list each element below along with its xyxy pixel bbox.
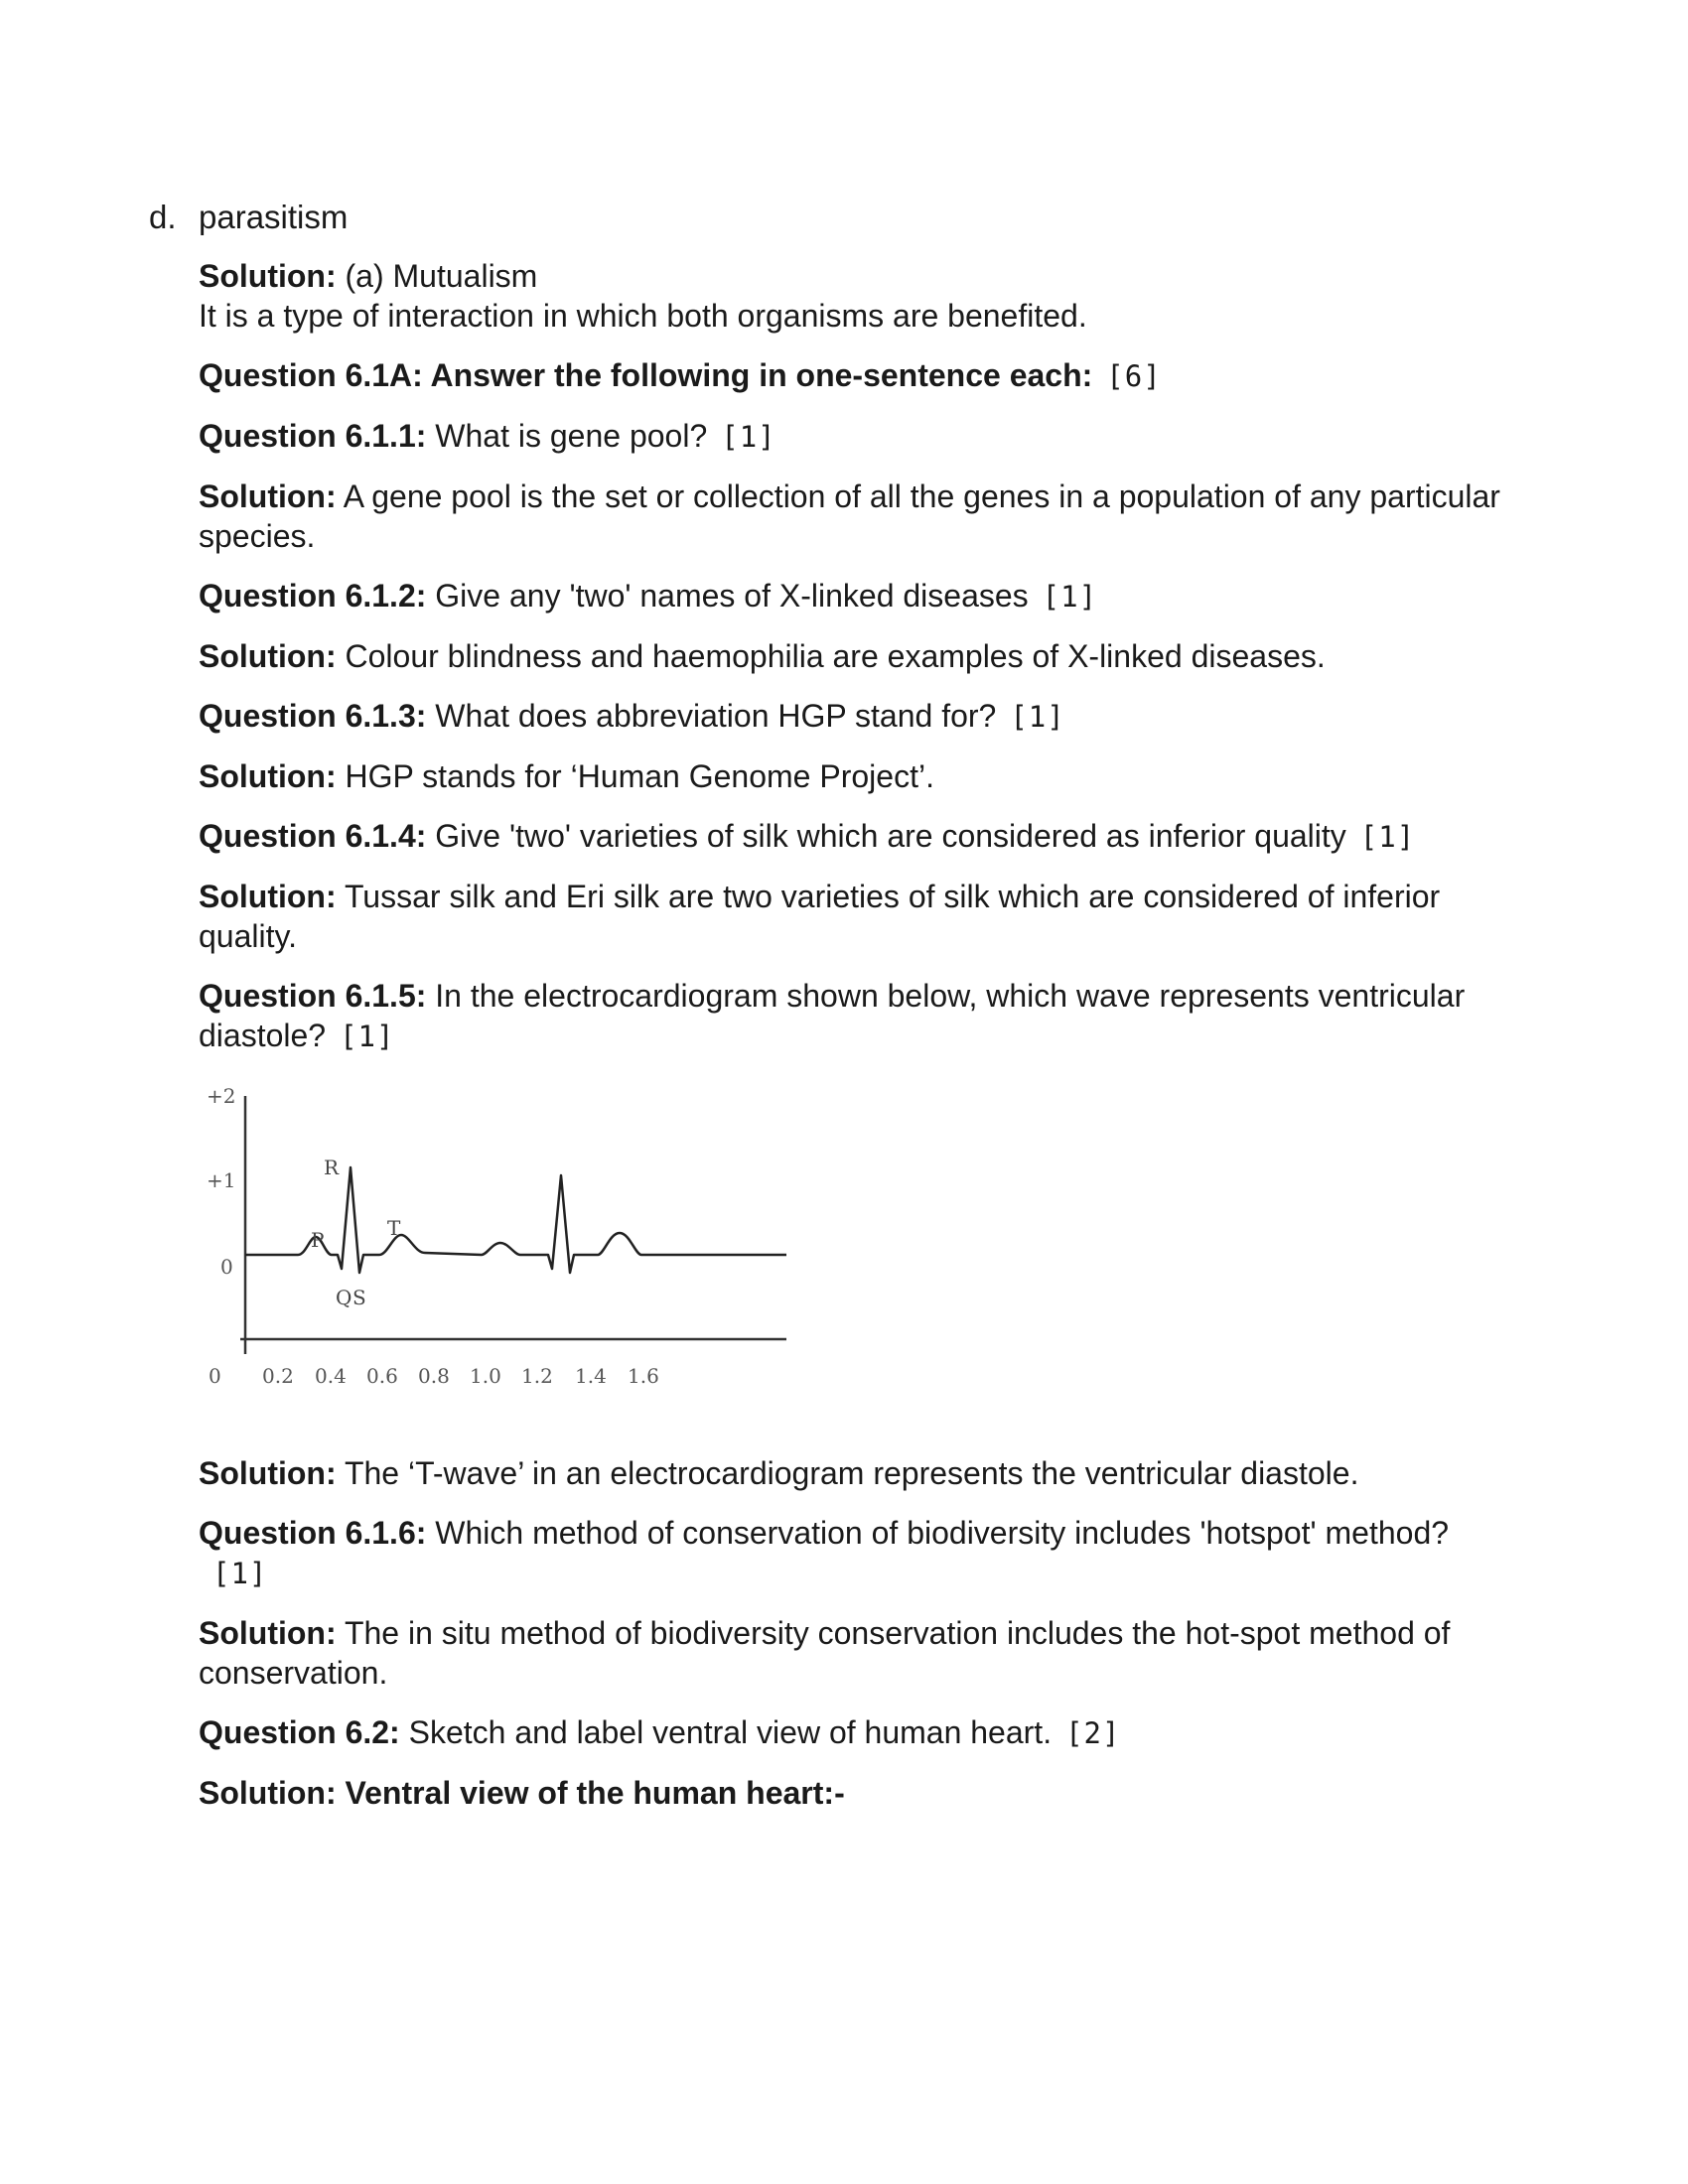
question-text: Give any 'two' names of X-linked diseases [435, 578, 1029, 614]
question-label: Question 6.1.5: [199, 978, 427, 1014]
solution-text: The in situ method of biodiversity conservation includes the hot-spot method of conservation. [199, 1615, 1451, 1691]
question-text: Sketch and label ventral view of human heart. [408, 1714, 1053, 1750]
question-label: Question 6.1.3: [199, 698, 427, 734]
ecg-y-tick: +1 [207, 1168, 236, 1192]
ecg-label-t: T [387, 1216, 401, 1240]
question-6-1-1 [199, 416, 1509, 457]
solution-label: Solution: [199, 879, 337, 914]
question-label: Question 6.2: [199, 1714, 400, 1750]
ecg-x-tick: 0.8 [418, 1364, 450, 1388]
ecg-x-tick: 1.2 [521, 1364, 553, 1388]
marks-badge: [1] [340, 1020, 395, 1053]
ecg-figure [199, 1076, 794, 1424]
question-text: Which method of conservation of biodiversity includes 'hotspot' method? [435, 1515, 1450, 1551]
ecg-label-s: S [352, 1286, 366, 1309]
solution-text: Tussar silk and Eri silk are two varieties of silk which are considered of inferior quality. [199, 879, 1441, 954]
ecg-x-tick: 0.4 [315, 1364, 347, 1388]
question-6-1-5 [199, 976, 1509, 1056]
solution-6-1-1 [199, 477, 1509, 556]
solution-6-1-5 [199, 1453, 1509, 1493]
ecg-x-tick: 1.4 [575, 1364, 607, 1388]
marks-badge: [1] [721, 420, 776, 454]
question-heading: Question 6.1A: Answer the following in one-sentence each: [199, 357, 1093, 393]
solution-label: Solution: [199, 478, 337, 514]
document-content [199, 256, 1509, 1833]
solution-text: A gene pool is the set or collection of all the genes in a population of any particular species. [199, 478, 1500, 554]
solution-answer: (a) Mutualism [345, 258, 538, 294]
ecg-label-q: Q [336, 1286, 352, 1309]
marks-badge: [1] [1042, 580, 1098, 614]
question-label: Question 6.1.1: [199, 418, 427, 454]
question-text: What is gene pool? [435, 418, 708, 454]
solution-label: Solution: [199, 1455, 337, 1491]
solution-label: Solution: [199, 258, 337, 294]
ecg-label-r: R [324, 1156, 340, 1179]
option-text: parasitism [199, 199, 349, 235]
question-label: Question 6.1.2: [199, 578, 427, 614]
ecg-x-tick: 0.2 [262, 1364, 294, 1388]
solution-text: The ‘T-wave’ in an electrocardiogram represents the ventricular diastole. [344, 1455, 1359, 1491]
question-6-1-4 [199, 816, 1509, 857]
ecg-x-tick: 1.0 [470, 1364, 501, 1388]
solution-label: Solution: [199, 758, 337, 794]
question-label: Question 6.1.4: [199, 818, 427, 854]
solution-label: Solution: [199, 1615, 337, 1651]
ecg-label-p: P [311, 1228, 325, 1252]
question-6-1A [199, 355, 1509, 396]
solution-6-1-6 [199, 1613, 1509, 1693]
solution-6-1-3 [199, 756, 1509, 796]
solution-explanation: It is a type of interaction in which both organisms are benefited. [199, 298, 1087, 334]
option-letter: d. [149, 199, 177, 235]
solution-heading: Solution: Ventral view of the human heart:- [199, 1775, 845, 1811]
marks-badge: [1] [1010, 700, 1065, 734]
ecg-y-tick: 0 [220, 1255, 233, 1279]
question-6-1-3 [199, 696, 1509, 737]
question-6-2 [199, 1712, 1509, 1753]
option-d [149, 199, 348, 236]
ecg-x-tick: 1.6 [628, 1364, 659, 1388]
question-6-1-2 [199, 576, 1509, 616]
solution-text: HGP stands for ‘Human Genome Project’. [345, 758, 934, 794]
question-text: Give 'two' varieties of silk which are considered as inferior quality [435, 818, 1346, 854]
marks-badge: [1] [1359, 820, 1416, 854]
question-label: Question 6.1.6: [199, 1515, 427, 1551]
question-6-1-6 [199, 1513, 1509, 1593]
solution-6-1-4 [199, 877, 1509, 956]
marks-badge: [1] [212, 1557, 268, 1590]
marks-badge: [2] [1065, 1716, 1121, 1750]
solution-label: Solution: [199, 638, 337, 674]
solution-6-2-heading [199, 1773, 1509, 1813]
ecg-x-tick: 0 [209, 1364, 221, 1388]
ecg-x-tick: 0.6 [366, 1364, 398, 1388]
ecg-y-tick: +2 [207, 1084, 236, 1108]
question-text: In the electrocardiogram shown below, which wave represents ventricular diastole? [199, 978, 1466, 1053]
solution-text: Colour blindness and haemophilia are examples of X-linked diseases. [345, 638, 1326, 674]
solution-mutualism [199, 256, 1509, 336]
question-text: What does abbreviation HGP stand for? [435, 698, 997, 734]
solution-6-1-2 [199, 636, 1509, 676]
marks-badge: [6] [1106, 359, 1162, 393]
